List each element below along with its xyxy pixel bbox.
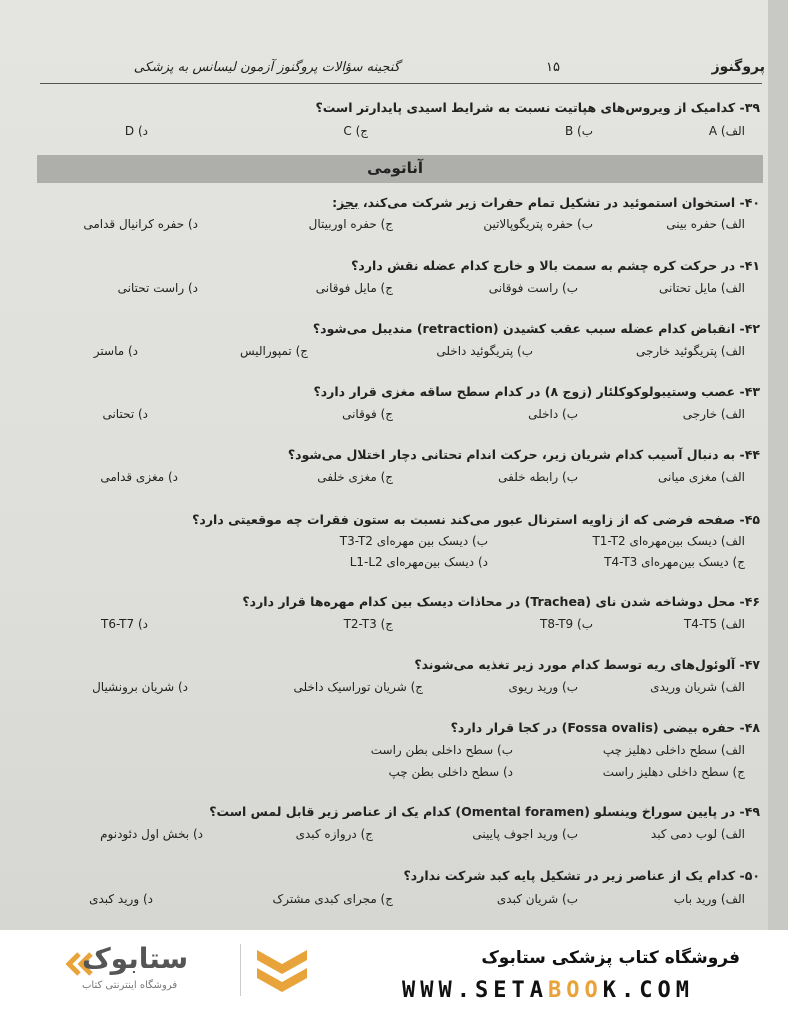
question-50: ۵۰- کدام یک از عناصر زیر در تشکیل پایه کبد شرکت ندارد؟ (403, 868, 760, 883)
q44-option-c: ج) مغزی خلفی (317, 470, 393, 484)
q45-option-d: د) دیسک بین‌مهره‌ای L1-L2 (349, 555, 488, 569)
q49-option-d: د) بخش اول دئودنوم (100, 827, 203, 841)
q42-option-c: ج) تمپورالیس (239, 344, 308, 358)
q40-option-b: ب) حفره پتریگوپالاتین (483, 217, 593, 231)
q47-option-c: ج) شریان توراسیک داخلی (293, 680, 423, 694)
store-banner (0, 930, 788, 1012)
q44-option-b: ب) رابطه خلفی (498, 470, 578, 484)
q49-option-b: ب) ورید اجوف پایینی (472, 827, 578, 841)
q41-option-a: الف) مایل تحتانی (659, 281, 745, 295)
q49-option-c: ج) دروازه کبدی (295, 827, 373, 841)
q43-option-d: د) تحتانی (102, 407, 148, 421)
header-brand: پروگنوز (711, 59, 765, 75)
q45-option-a: الف) دیسک بین‌مهره‌ای T1-T2 (592, 534, 745, 548)
store-title: فروشگاه کتاب پزشکی ستابوک (481, 948, 740, 968)
q42-option-a: الف) پتریگوئید خارجی (635, 344, 745, 358)
q39-option-c: ج) C (343, 124, 368, 138)
q40-option-a: الف) حفره بینی (666, 217, 745, 231)
q39-option-b: ب) B (564, 124, 593, 138)
q41-option-b: ب) راست فوقانی (488, 281, 578, 295)
q47-option-d: د) شریان برونشیال (92, 680, 188, 694)
question-43: ۴۳- عصب وستیبولوکوکلئار (زوج ۸) در کدام سطح ساقه مغزی قرار دارد؟ (313, 384, 760, 399)
store-url-part1: WWW.SETA (402, 978, 548, 1003)
store-url-highlight: BOO (547, 978, 603, 1003)
store-url-part2: K.COM (602, 978, 694, 1003)
q50-option-d: د) ورید کبدی (89, 892, 153, 906)
question-39: ۳۹- کدامیک از ویروس‌های هپاتیت نسبت به شرایط اسیدی پایدارتر است؟ (315, 100, 760, 115)
q43-option-a: الف) خارجی (682, 407, 745, 421)
q48-option-d: د) سطح داخلی بطن چپ (388, 765, 513, 779)
logo-subtitle: فروشگاه اینترنتی کتاب (82, 980, 178, 991)
store-url[interactable] (402, 978, 694, 1003)
header-divider (40, 83, 762, 84)
q46-option-c: ج) T2-T3 (343, 617, 393, 631)
question-42: ۴۲- انقباض کدام عضله سبب عقب کشیدن (retraction) مندیبل می‌شود؟ (312, 321, 760, 336)
q46-option-d: د) T6-T7 (100, 617, 148, 631)
q42-option-d: د) ماستر (93, 344, 138, 358)
q41-option-c: ج) مایل فوقانی (315, 281, 393, 295)
q40-text: ۴۰- استخوان استموئید در تشکیل تمام حفرات زیر شرکت می‌کند، (358, 195, 760, 210)
logo-chevron-icon (252, 942, 312, 998)
section-header (37, 155, 763, 183)
q39-option-a: الف) A (708, 124, 745, 138)
page-header (30, 55, 765, 83)
question-45: ۴۵- صفحه فرضی که از زاویه استرنال عبور می‌کند نسبت به ستون فقرات چه موقعیتی دارد؟ (192, 512, 760, 527)
q47-option-a: الف) شریان وریدی (650, 680, 745, 694)
q40-option-d: د) حفره کرانیال قدامی (83, 217, 198, 231)
question-47: ۴۷- آلوئول‌های ریه توسط کدام مورد زیر تغذیه می‌شوند؟ (414, 657, 760, 672)
q50-option-a: الف) ورید باب (673, 892, 745, 906)
question-46: ۴۶- محل دوشاخه شدن نای (Trachea) در محاذات دیسک بین کدام مهره‌ها قرار دارد؟ (242, 594, 760, 609)
question-48: ۴۸- حفره بیضی (Fossa ovalis) در کجا قرار دارد؟ (450, 720, 760, 735)
q43-option-c: ج) فوقانی (342, 407, 393, 421)
q50-option-b: ب) شریان کبدی (496, 892, 578, 906)
q44-option-d: د) مغزی قدامی (100, 470, 178, 484)
question-49: ۴۹- در پایین سوراخ وینسلو (Omental foramen) کدام یک از عناصر زیر قابل لمس است؟ (209, 804, 760, 819)
q46-option-b: ب) T8-T9 (540, 617, 593, 631)
q40-emphasis: بجز (337, 195, 359, 210)
q46-option-a: الف) T4-T5 (683, 617, 745, 631)
q43-option-b: ب) داخلی (528, 407, 578, 421)
q47-option-b: ب) ورید ریوی (508, 680, 578, 694)
q45-option-b: ب) دیسک بین مهره‌ای T3-T2 (339, 534, 488, 548)
section-title: آناتومی (367, 159, 423, 177)
q45-option-c: ج) دیسک بین‌مهره‌ای T4-T3 (604, 555, 745, 569)
q48-option-c: ج) سطح داخلی دهلیز راست (602, 765, 745, 779)
q40-option-c: ج) حفره اوربیتال (308, 217, 393, 231)
question-40 (332, 195, 760, 210)
question-44: ۴۴- به دنبال آسیب کدام شریان زیر، حرکت اندام تحتانی دچار اختلال می‌شود؟ (287, 447, 760, 462)
page-number: ۱۵ (546, 60, 560, 75)
q48-option-b: ب) سطح داخلی بطن راست (370, 743, 513, 757)
q39-option-d: د) D (124, 124, 148, 138)
q40-colon: : (332, 195, 338, 210)
logo-text: ستابوک (82, 942, 189, 975)
q42-option-b: ب) پتریگوئید داخلی (436, 344, 533, 358)
question-41: ۴۱- در حرکت کره چشم به سمت بالا و خارج کدام عضله نقش دارد؟ (351, 258, 760, 273)
q44-option-a: الف) مغزی میانی (658, 470, 745, 484)
q48-option-a: الف) سطح داخلی دهلیز چپ (602, 743, 745, 757)
book-title: گنجینه سؤالات پروگنوز آزمون لیسانس به پزشکی (133, 60, 400, 75)
page-edge (768, 0, 788, 930)
q41-option-d: د) راست تحتانی (117, 281, 198, 295)
q49-option-a: الف) لوب دمی کبد (650, 827, 745, 841)
q50-option-c: ج) مجرای کبدی مشترک (272, 892, 393, 906)
